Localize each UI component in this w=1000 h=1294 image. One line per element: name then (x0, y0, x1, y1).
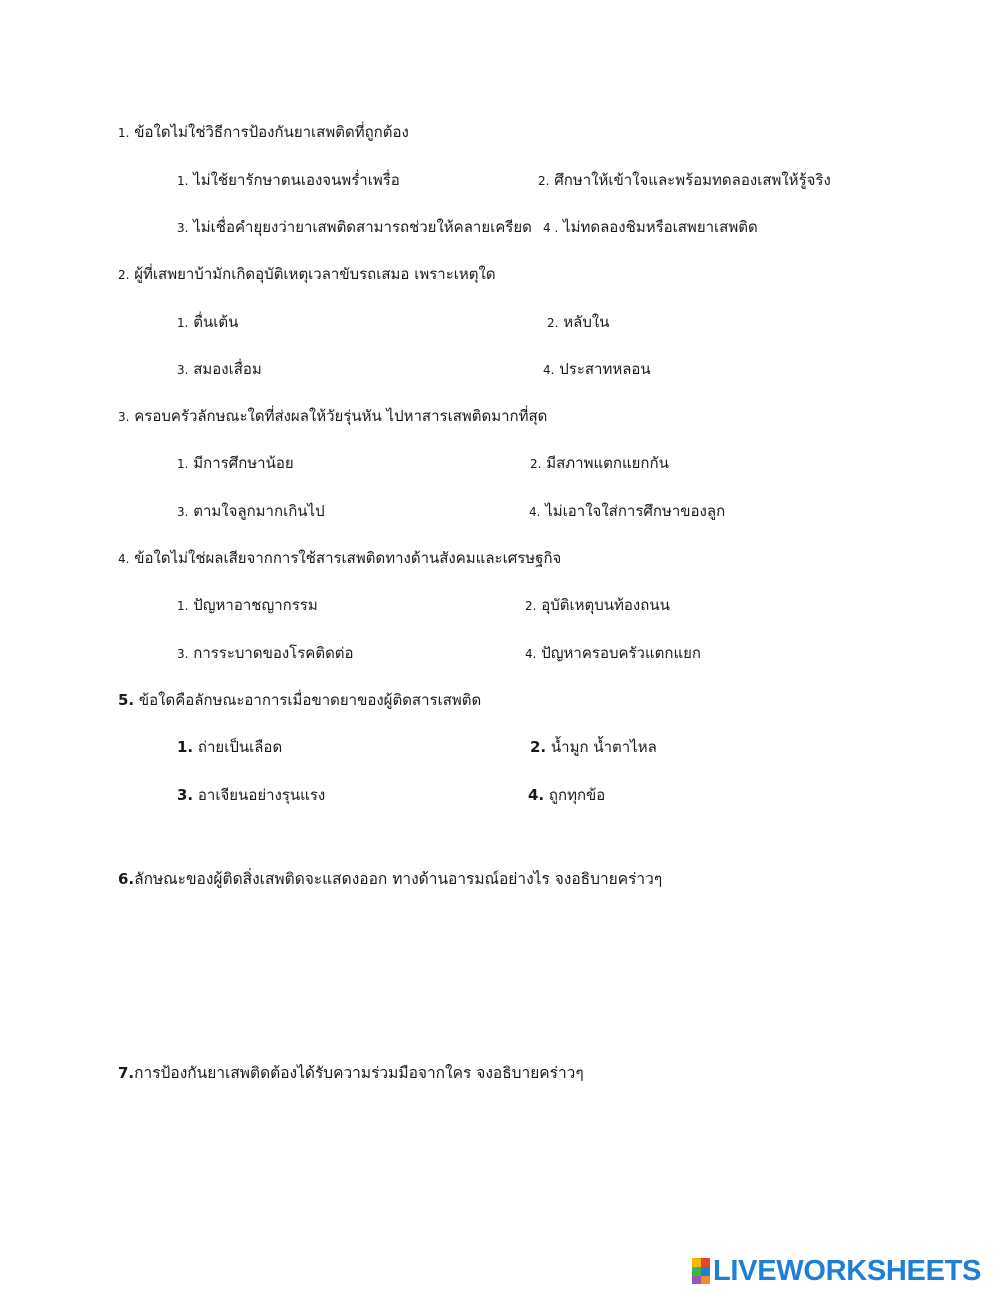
option-text: สมองเสื่อม (193, 360, 262, 378)
option-number: 1. (177, 738, 194, 756)
option-number: 1. (177, 599, 189, 613)
question-text: ลักษณะของผู้ติดสิ่งเสพติดจะแสดงออก ทางด้านอารมณ์อย่างไร จงอธิบายคร่าวๆ (134, 870, 663, 888)
q2-option-2[interactable] (547, 312, 609, 333)
answer-area-6[interactable] (118, 900, 878, 1050)
question-number: 4. (118, 552, 130, 566)
q1-option-4[interactable] (543, 217, 758, 238)
q3-option-4[interactable] (529, 501, 725, 522)
option-number: 2. (525, 599, 537, 613)
question-number: 7. (118, 1064, 135, 1082)
option-number: 2. (530, 738, 547, 756)
question-4 (118, 548, 561, 569)
option-text: ตามใจลูกมากเกินไป (193, 502, 325, 520)
option-number: 4. (543, 363, 555, 377)
q5-option-4[interactable] (528, 785, 605, 805)
option-text: อาเจียนอย่างรุนแรง (197, 786, 326, 804)
option-text: การระบาดของโรคติดต่อ (193, 644, 354, 662)
option-text: ไม่ทดลองชิมหรือเสพยาเสพติด (563, 218, 758, 236)
option-number: 1. (177, 174, 189, 188)
logo-mark-icon (692, 1258, 710, 1284)
option-number: 2. (547, 316, 559, 330)
option-text: น้ำมูก น้ำตาไหล (550, 738, 657, 756)
option-text: ไม่เชื่อคำยุยงว่ายาเสพติดสามารถช่วยให้คลายเครียด (193, 218, 532, 236)
option-text: หลับใน (563, 313, 610, 331)
question-3 (118, 406, 547, 427)
option-text: มีสภาพแตกแยกกัน (546, 454, 669, 472)
option-text: มีการศึกษาน้อย (193, 454, 294, 472)
question-number: 2. (118, 268, 130, 282)
logo-text: LIVEWORKSHEETS (713, 1255, 982, 1287)
q4-option-4[interactable] (525, 643, 701, 664)
option-text: ถูกทุกข้อ (548, 786, 606, 804)
q1-option-2[interactable] (538, 170, 831, 191)
option-text: ประสาทหลอน (559, 360, 651, 378)
question-text: ข้อใดไม่ใช่ผลเสียจากการใช้สารเสพติดทางด้านสังคมและเศรษฐกิจ (134, 549, 562, 567)
q4-option-2[interactable] (525, 595, 670, 616)
q2-option-3[interactable] (177, 359, 262, 380)
option-number: 4. (528, 786, 545, 804)
option-number: 3. (177, 505, 189, 519)
option-number: 3. (177, 647, 189, 661)
question-5 (118, 690, 481, 710)
liveworksheets-logo (692, 1256, 981, 1286)
question-text: การป้องกันยาเสพติดต้องได้รับความร่วมมือจากใคร จงอธิบายคร่าวๆ (134, 1064, 584, 1082)
q2-option-1[interactable] (177, 312, 238, 333)
option-text: ตื่นเต้น (193, 313, 239, 331)
q5-option-3[interactable] (177, 785, 325, 805)
q3-option-1[interactable] (177, 453, 294, 474)
option-text: ปัญหาครอบครัวแตกแยก (541, 644, 702, 662)
q3-option-3[interactable] (177, 501, 325, 522)
question-text: ครอบครัวลักษณะใดที่ส่งผลให้วัยรุ่นหัน ไปหาสารเสพติดมากที่สุด (134, 407, 548, 425)
question-1 (118, 122, 409, 143)
option-number: 1. (177, 457, 189, 471)
q2-option-4[interactable] (543, 359, 651, 380)
option-number: 2. (530, 457, 542, 471)
option-number: 1. (177, 316, 189, 330)
option-number: 4 . (543, 221, 559, 235)
question-6 (118, 869, 662, 889)
q5-option-2[interactable] (530, 737, 657, 757)
answer-area-7[interactable] (118, 1094, 878, 1234)
option-text: อุบัติเหตุบนท้องถนน (541, 596, 670, 614)
q4-option-1[interactable] (177, 595, 318, 616)
q1-option-3[interactable] (177, 217, 532, 238)
q1-option-1[interactable] (177, 170, 400, 191)
option-text: ปัญหาอาชญากรรม (193, 596, 318, 614)
option-number: 3. (177, 221, 189, 235)
option-text: ศึกษาให้เข้าใจและพร้อมทดลองเสพให้รู้จริง (554, 171, 831, 189)
q4-option-3[interactable] (177, 643, 354, 664)
option-number: 3. (177, 786, 194, 804)
option-text: ไม่เอาใจใส่การศึกษาของลูก (545, 502, 726, 520)
q5-option-1[interactable] (177, 737, 282, 757)
question-number: 5. (118, 691, 135, 709)
option-number: 3. (177, 363, 189, 377)
q3-option-2[interactable] (530, 453, 669, 474)
question-2 (118, 264, 496, 285)
question-7 (118, 1063, 584, 1083)
question-text: ข้อใดไม่ใช่วิธีการป้องกันยาเสพติดที่ถูกต้อง (134, 123, 409, 141)
question-number: 1. (118, 126, 130, 140)
question-text: ข้อใดคือลักษณะอาการเมื่อขาดยาของผู้ติดสารเสพติด (138, 691, 482, 709)
option-number: 2. (538, 174, 550, 188)
question-number: 3. (118, 410, 130, 424)
option-number: 4. (529, 505, 541, 519)
option-text: ไม่ใช้ยารักษาตนเองจนพร่ำเพรื่อ (193, 171, 400, 189)
option-text: ถ่ายเป็นเลือด (197, 738, 283, 756)
question-number: 6. (118, 870, 135, 888)
question-text: ผู้ที่เสพยาบ้ามักเกิดอุบัติเหตุเวลาขับรถเสมอ เพราะเหตุใด (134, 265, 496, 283)
option-number: 4. (525, 647, 537, 661)
